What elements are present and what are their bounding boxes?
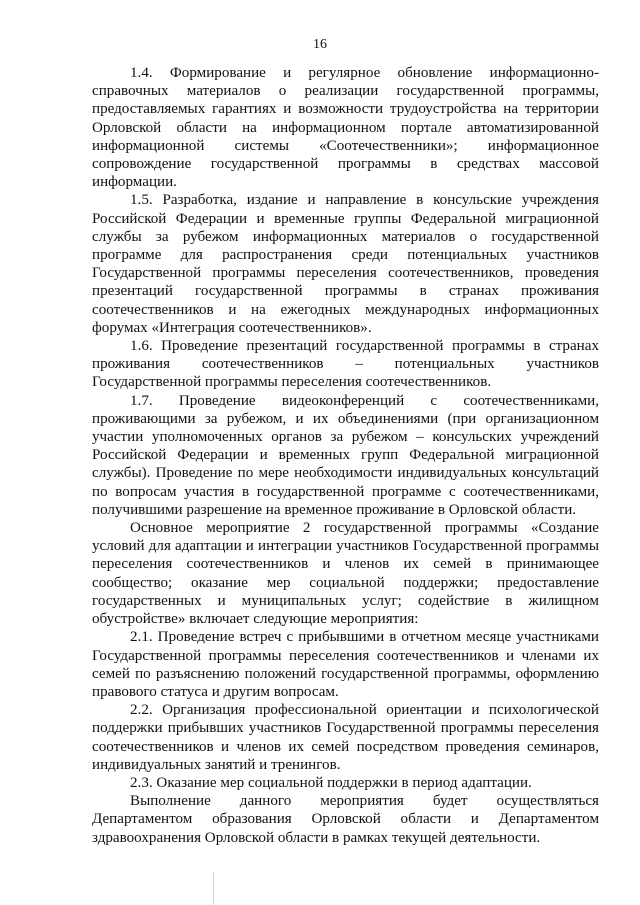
paragraph-2-1: 2.1. Проведение встреч с прибывшими в отчетном месяце участниками Государственной программы переселения соотечественников и членами их семей по разъяснению положений государственной программы, оформлению правового статуса и другим вопросам. — [92, 629, 599, 700]
paragraph-1-7: 1.7. Проведение видеоконференций с соотечественниками, проживающими за рубежом, и их объединениями (при организационном участии уполномоченных органов за рубежом – консульских учреждений Российской Федерации и временных групп Федеральной миграционной службы). Проведение по мере необходимости индивидуальных консультаций по вопросам участия в государственной программе с соотечественниками, получившими разрешение на временное проживание в Орловской области. — [92, 392, 599, 518]
paragraph-execution: Выполнение данного мероприятия будет осуществляться Департаментом образования Орловской области и Департаментом здравоохранения Орловской области в рамках текущей деятельности. — [92, 793, 599, 846]
document-body — [92, 64, 599, 847]
scan-artifact — [213, 872, 214, 905]
paragraph-1-4: 1.4. Формирование и регулярное обновление информационно-справочных материалов о реализации государственной программы, предоставляемых гарантиях и возможности трудоустройства на территории Орловской области на информационном портале автоматизированной информационной системы «Соотечественники»; информационное сопровождение государственной программы в средствах массовой информации. — [92, 65, 599, 191]
paragraph-1-6: 1.6. Проведение презентаций государственной программы в странах проживания соотечественников – потенциальных участников Государственной программы переселения соотечественников. — [92, 338, 599, 391]
paragraph-main-activity-2: Основное мероприятие 2 государственной программы «Создание условий для адаптации и интеграции участников Государственной программы переселения соотечественников и членов их семей в принимающее сообщество; оказание мер социальной поддержки; предоставление государственных и муниципальных услуг; содействие в жилищном обустройстве» включает следующие мероприятия: — [92, 520, 599, 628]
page-number: 16 — [313, 37, 327, 52]
paragraph-2-3: 2.3. Оказание мер социальной поддержки в период адаптации. — [130, 774, 532, 791]
paragraph-1-5: 1.5. Разработка, издание и направление в консульские учреждения Российской Федерации и временные группы Федеральной миграционной службы за рубежом информационных материалов о государственной программе для распространения среди потенциальных участников Государственной программы переселения соотечественников, проведения презентаций государственной программы в странах проживания соотечественников и на ежегодных международных информационных форумах «Интеграция соотечественников». — [92, 192, 599, 336]
paragraph-2-2: 2.2. Организация профессиональной ориентации и психологической поддержки прибывших участников Государственной программы переселения соотечественников и членов их семей посредством проведения семинаров, индивидуальных занятий и тренингов. — [92, 702, 599, 773]
